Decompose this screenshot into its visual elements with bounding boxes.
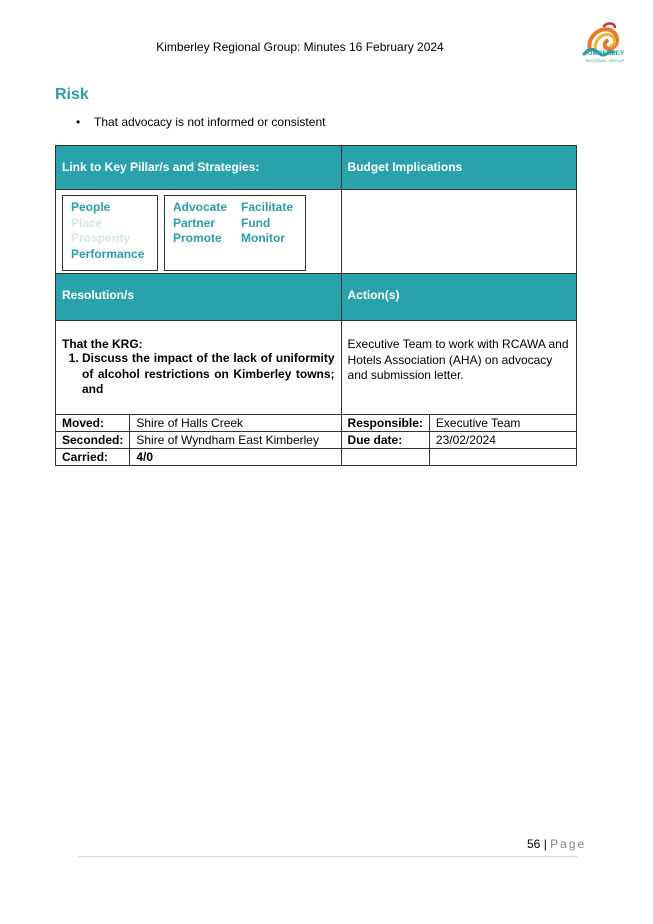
carried-label: Carried: — [56, 449, 130, 466]
section-title: Risk — [55, 86, 89, 103]
actions-header: Action(s) — [341, 274, 576, 321]
pillars-header: Link to Key Pillar/s and Strategies: — [56, 146, 342, 190]
strategy-row — [173, 216, 305, 232]
strategy-promote: Promote — [173, 231, 222, 245]
strategies-box — [164, 195, 306, 271]
pillar-people: People — [71, 200, 111, 214]
empty-cell — [341, 449, 429, 466]
resolution-cell — [56, 321, 342, 415]
moved-label: Moved: — [56, 415, 130, 432]
budget-cell — [341, 190, 576, 274]
pillar-performance: Performance — [71, 246, 145, 261]
page-number-value: 56 — [527, 837, 541, 851]
bullet-text: That advocacy is not informed or consistent — [94, 115, 326, 129]
resolution-item: 1. Discuss the impact of the lack of uniformity of alcohol restrictions on Kimberley towns; and — [82, 351, 335, 398]
strategy-row — [173, 231, 305, 247]
responsible-label: Responsible: — [341, 415, 429, 432]
resolution-list — [62, 351, 335, 398]
pillar-prosperity: Prosperity — [71, 231, 131, 245]
action-cell: Executive Team to work with RCAWA and Hotels Association (AHA) on advocacy and submission letter. — [341, 321, 576, 415]
pillars-cell — [56, 190, 342, 274]
header-title: Kimberley Regional Group: Minutes 16 February 2024 — [156, 40, 444, 54]
pillar-place: Place — [71, 215, 103, 230]
page-word: Page — [550, 837, 587, 851]
resolution-intro: That the KRG: — [62, 337, 143, 351]
strategy-partner: Partner — [173, 215, 216, 230]
responsible-value: Executive Team — [429, 415, 576, 432]
bullet-item — [76, 115, 325, 129]
strategy-advocate: Advocate — [173, 200, 228, 214]
carried-value: 4/0 — [130, 449, 341, 466]
footer-divider — [78, 856, 578, 857]
strategy-facilitate: Facilitate — [241, 200, 294, 214]
due-date-label: Due date: — [341, 432, 429, 449]
pillars-box — [62, 195, 158, 271]
strategy-monitor: Monitor — [241, 231, 285, 245]
bullet-dot-icon: • — [76, 115, 81, 129]
resolution-table — [55, 145, 577, 466]
resolution-header: Resolution/s — [56, 274, 342, 321]
seconded-value: Shire of Wyndham East Kimberley — [130, 432, 341, 449]
seconded-label: Seconded: — [56, 432, 130, 449]
page-number — [527, 837, 586, 851]
strategy-row — [173, 200, 305, 216]
logo-subtext: REGIONAL GROUP — [585, 58, 625, 63]
empty-cell — [429, 449, 576, 466]
moved-value: Shire of Halls Creek — [130, 415, 341, 432]
due-date-value: 23/02/2024 — [429, 432, 576, 449]
budget-header: Budget Implications — [341, 146, 576, 190]
page-separator: | — [543, 837, 547, 851]
logo-text: KIMBERLEY — [585, 50, 625, 57]
strategy-fund: Fund — [241, 215, 271, 230]
